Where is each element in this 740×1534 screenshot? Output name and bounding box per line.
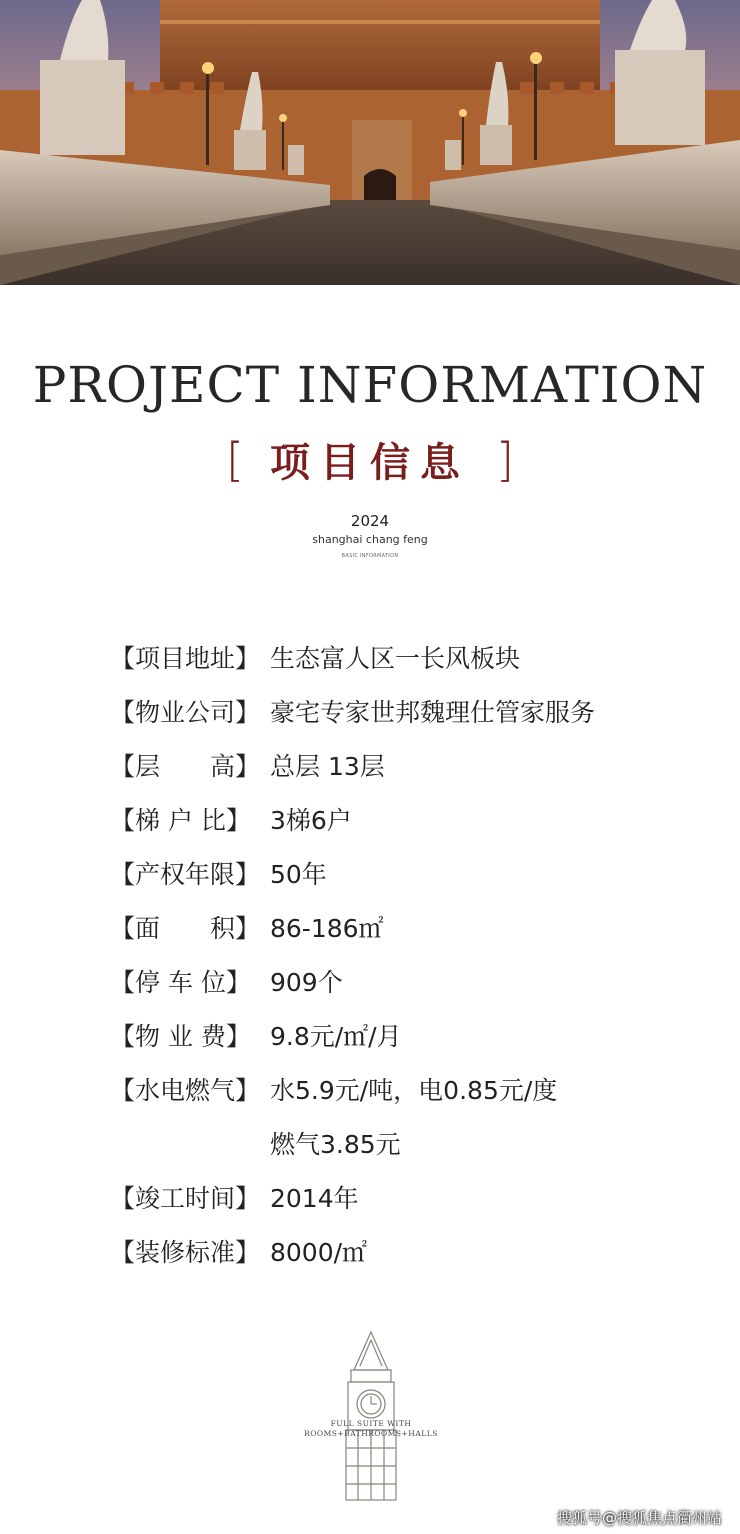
info-value: 9.8元/㎡/月: [270, 1022, 402, 1051]
info-value: 909个: [270, 968, 343, 997]
info-label: 【梯 户 比】: [110, 806, 251, 835]
info-value: 2014年: [270, 1184, 359, 1213]
info-row-completion: [110, 1172, 670, 1226]
tower-text-line1: FULL SUITE WITH: [330, 1419, 412, 1428]
info-label: 【产权年限】: [110, 860, 261, 889]
info-row-address: [110, 632, 670, 686]
title-chinese-block: [0, 432, 740, 491]
info-row-elevator-ratio: [110, 794, 670, 848]
info-row-utilities: [110, 1064, 670, 1118]
tower-text-line2: ROOMS+BATHROOMS+HALLS: [304, 1429, 438, 1438]
info-label: 【装修标准】: [110, 1238, 261, 1267]
info-list: [110, 632, 670, 1280]
info-value: 燃气3.85元: [270, 1130, 401, 1159]
info-label: 【面 积】: [110, 914, 261, 943]
info-value: 3梯6户: [270, 806, 352, 835]
info-label: 【停 车 位】: [110, 968, 251, 997]
info-row-floors: [110, 740, 670, 794]
info-row-parking: [110, 956, 670, 1010]
bracket-left: [: [226, 433, 244, 487]
clock-tower-logo: [296, 1330, 446, 1502]
info-label: 【物业公司】: [110, 698, 261, 727]
info-value: 86-186㎡: [270, 914, 384, 943]
info-row-area: [110, 902, 670, 956]
basic-info-label: BASIC INFORMATION: [341, 553, 399, 559]
info-value: 总层 13层: [270, 752, 385, 781]
info-label: 【层 高】: [110, 752, 261, 781]
info-value: 8000/㎡: [270, 1238, 368, 1267]
info-label: 【物 业 费】: [110, 1022, 251, 1051]
hero-image: [0, 0, 740, 285]
title-chinese: 项目信息: [270, 439, 470, 486]
info-row-property-fee: [110, 1010, 670, 1064]
title-english: PROJECT INFORMATION: [32, 356, 708, 414]
info-value: 豪宅专家世邦魏理仕管家服务: [270, 698, 596, 727]
info-row-property-term: [110, 848, 670, 902]
year-label: 2024: [350, 512, 390, 530]
info-row-property-company: [110, 686, 670, 740]
castle-bridge-illustration: [0, 0, 740, 285]
place-label: shanghai chang feng: [312, 533, 428, 546]
info-row-utilities-cont: [110, 1118, 670, 1172]
watermark: 搜狐号@搜狐焦点衢州站: [556, 1509, 722, 1527]
info-value: 水5.9元/吨，电0.85元/度: [270, 1076, 558, 1105]
info-label: 【项目地址】: [110, 644, 261, 673]
info-label: 【水电燃气】: [110, 1076, 261, 1105]
info-label: 【竣工时间】: [110, 1184, 261, 1213]
info-label: [110, 1118, 270, 1172]
info-value: 50年: [270, 860, 327, 889]
info-row-decoration: [110, 1226, 670, 1280]
info-value: 生态富人区一长风板块: [270, 644, 521, 673]
bracket-right: ]: [496, 433, 514, 487]
